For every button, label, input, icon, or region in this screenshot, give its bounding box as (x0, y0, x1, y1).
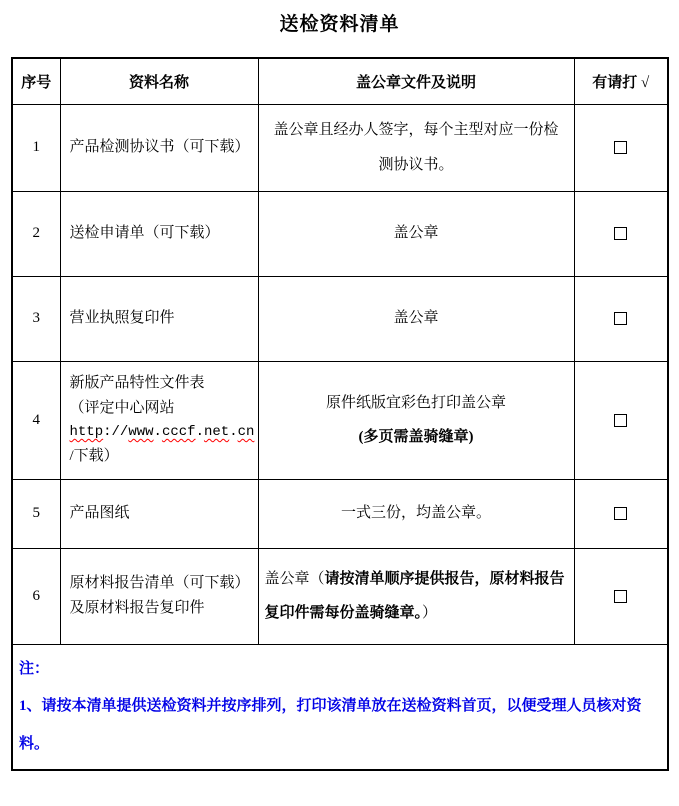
row-6-material-name: 原材料报告清单（可下载）及原材料报告复印件 (60, 548, 258, 644)
header-seal-instructions: 盖公章文件及说明 (258, 58, 574, 104)
row-6-instructions-suffix: ） (422, 605, 438, 621)
url-segment: www (128, 423, 154, 440)
row-4-instructions (258, 361, 574, 479)
row-4-name-line1: 新版产品特性文件表 (69, 375, 205, 392)
row-4-name-line2: （评定中心网站 (69, 400, 175, 417)
notes-row (12, 644, 668, 770)
checkbox-row-6[interactable] (614, 590, 627, 603)
notes-section (12, 644, 668, 770)
row-2-check-cell (574, 191, 668, 276)
row-4-name-line4: /下载） (69, 447, 119, 464)
url-segment: . (195, 423, 204, 440)
table-row-3 (12, 276, 668, 361)
row-4-check-cell (574, 361, 668, 479)
row-6-number: 6 (12, 548, 60, 644)
note-label: 注： (19, 660, 50, 677)
url-segment: . (229, 423, 238, 440)
url-segment: . (153, 423, 162, 440)
row-1-instructions: 盖公章且经办人签字，每个主型对应一份检测协议书。 (258, 104, 574, 191)
row-3-check-cell (574, 276, 668, 361)
table-row-4 (12, 361, 668, 479)
row-2-material-name: 送检申请单（可下载） (60, 191, 258, 276)
note-item-1: 1、请按本清单提供送检资料并按序排列，打印该清单放在送检资料首页，以便受理人员核对资料。 (19, 698, 642, 752)
checkbox-row-5[interactable] (614, 507, 627, 520)
table-row-6 (12, 548, 668, 644)
row-3-instructions: 盖公章 (258, 276, 574, 361)
url-segment: cn (237, 423, 255, 440)
url-segment: cccf (161, 423, 196, 440)
row-5-check-cell (574, 479, 668, 548)
row-2-instructions: 盖公章 (258, 191, 574, 276)
url-segment: :// (103, 423, 129, 440)
row-3-material-name: 营业执照复印件 (60, 276, 258, 361)
row-5-instructions: 一式三份，均盖公章。 (258, 479, 574, 548)
checkbox-row-3[interactable] (614, 312, 627, 325)
table-row-1 (12, 104, 668, 191)
row-4-instructions-main: 原件纸版宜彩色打印盖公章 (325, 394, 506, 411)
url-segment: http (69, 423, 104, 440)
header-material-name: 资料名称 (60, 58, 258, 104)
row-5-material-name: 产品图纸 (60, 479, 258, 548)
header-serial-number: 序号 (12, 58, 60, 104)
checkbox-row-2[interactable] (614, 227, 627, 240)
row-2-number: 2 (12, 191, 60, 276)
row-6-instructions-prefix: 盖公章（ (264, 570, 325, 587)
table-row-2 (12, 191, 668, 276)
header-check-column: 有请打 √ (574, 58, 668, 104)
inspection-materials-table (11, 57, 669, 771)
row-4-material-name (60, 361, 258, 479)
row-6-check-cell (574, 548, 668, 644)
page-title: 送检资料清单 (279, 14, 400, 35)
table-row-5 (12, 479, 668, 548)
row-4-instructions-bold: (多页需盖骑缝章) (358, 429, 474, 445)
checkbox-row-1[interactable] (614, 141, 627, 154)
row-4-number: 4 (12, 361, 60, 479)
table-header-row (12, 58, 668, 104)
row-1-number: 1 (12, 104, 60, 191)
checkbox-row-4[interactable] (614, 414, 627, 427)
row-1-material-name: 产品检测协议书（可下载） (60, 104, 258, 191)
row-6-instructions-bold: 请按清单顺序提供报告，原材料报告复印件需每份盖骑缝章。 (264, 570, 565, 621)
url-segment: net (203, 423, 230, 440)
row-1-check-cell (574, 104, 668, 191)
row-5-number: 5 (12, 479, 60, 548)
cccf-url (69, 421, 255, 444)
row-3-number: 3 (12, 276, 60, 361)
row-6-instructions (258, 548, 574, 644)
